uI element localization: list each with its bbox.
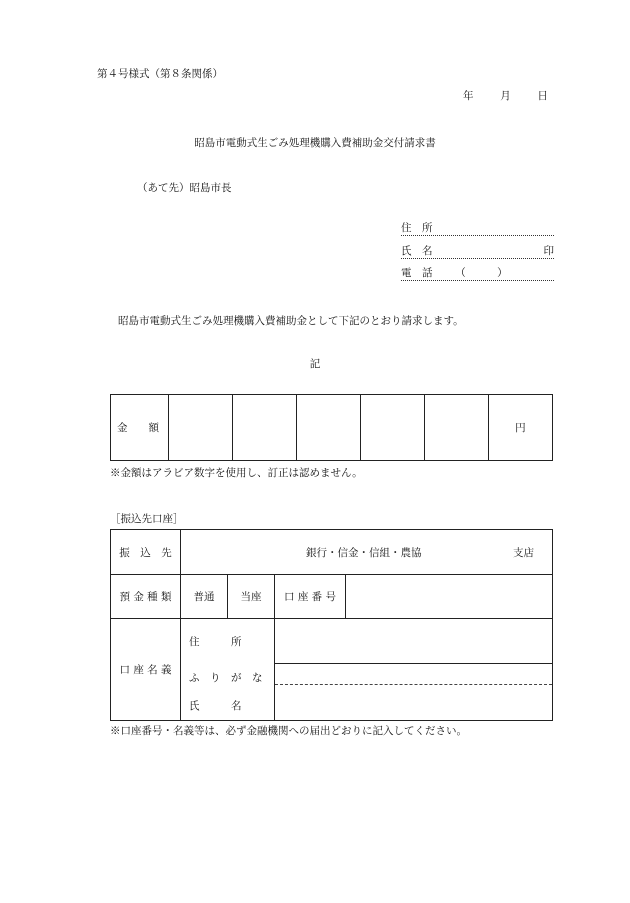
- ordinary-label: 普通: [193, 591, 215, 603]
- holder-name-labels: [181, 664, 274, 720]
- amount-digit-cell[interactable]: [232, 395, 296, 461]
- bank-name-cell[interactable]: [181, 530, 553, 575]
- deposit-ordinary-option[interactable]: [181, 575, 228, 619]
- transfer-to-label: 振 込 先: [119, 546, 172, 559]
- date-month: 月: [500, 90, 511, 102]
- amount-unit: 円: [515, 422, 526, 434]
- holder-address-label: 住 所: [189, 636, 242, 648]
- account-holder-label: 口 座 名 義: [119, 664, 172, 676]
- deposit-type-label: 預 金 種 類: [119, 591, 172, 603]
- account-number-label-cell: [275, 575, 346, 619]
- applicant-phone-field[interactable]: [401, 265, 554, 281]
- branch-label: 支店: [513, 547, 534, 559]
- applicant-phone-label: 電 話: [401, 267, 433, 279]
- current-label: 当座: [240, 591, 262, 603]
- holder-values-cell: [275, 619, 553, 721]
- holder-name-input[interactable]: [275, 685, 552, 720]
- holder-address-label-row: [181, 620, 274, 664]
- furigana-input[interactable]: [275, 664, 552, 685]
- ki-heading: 記: [309, 358, 321, 370]
- deposit-type-label-cell: [111, 575, 181, 619]
- holder-labels-cell: [181, 619, 275, 721]
- date-line: [463, 88, 548, 103]
- furigana-label: ふ り が な: [189, 672, 263, 684]
- amount-label-cell: [111, 395, 169, 461]
- request-statement: 昭島市電動式生ごみ処理機購入費補助金として下記のとおり請求します。: [118, 315, 464, 327]
- amount-unit-cell[interactable]: [488, 395, 552, 461]
- applicant-address-field[interactable]: [401, 220, 554, 236]
- amount-digit-cell[interactable]: [296, 395, 360, 461]
- document-title: 昭島市電動式生ごみ処理機購入費補助金交付請求書: [194, 137, 436, 149]
- amount-digit-cell[interactable]: [168, 395, 232, 461]
- amount-digit-cell[interactable]: [360, 395, 424, 461]
- applicant-address-label: 住 所: [401, 222, 433, 234]
- holder-address-input[interactable]: [275, 619, 552, 664]
- transfer-to-label-cell: [111, 530, 181, 575]
- phone-parentheses: （ ）: [455, 267, 508, 279]
- date-day: 日: [537, 90, 548, 102]
- amount-table: [110, 394, 553, 461]
- holder-name-label: 氏 名: [189, 700, 242, 712]
- form-number: 第４号様式（第８条関係）: [97, 68, 223, 80]
- applicant-name-field[interactable]: [401, 243, 554, 259]
- amount-digit-cell[interactable]: [424, 395, 488, 461]
- date-year: 年: [463, 90, 474, 102]
- deposit-current-option[interactable]: [228, 575, 275, 619]
- bank-section-label: ［振込先口座］: [110, 513, 184, 525]
- account-holder-label-cell: [111, 619, 181, 721]
- addressee: （あて先）昭島市長: [137, 182, 232, 194]
- amount-note: ※金額はアラビア数字を使用し、訂正は認めません。: [110, 467, 363, 479]
- seal-mark: 印: [543, 245, 554, 257]
- bank-table: [110, 529, 553, 721]
- applicant-name-label: 氏 名: [401, 245, 433, 257]
- amount-label: 金 額: [117, 422, 159, 434]
- account-number-input[interactable]: [346, 575, 553, 619]
- account-number-label: 口 座 番 号: [283, 591, 336, 603]
- footer-note: ※口座番号・名義等は、必ず金融機関への届出どおりに記入してください。: [110, 725, 467, 737]
- institution-types: 銀行・信金・信組・農協: [306, 547, 422, 559]
